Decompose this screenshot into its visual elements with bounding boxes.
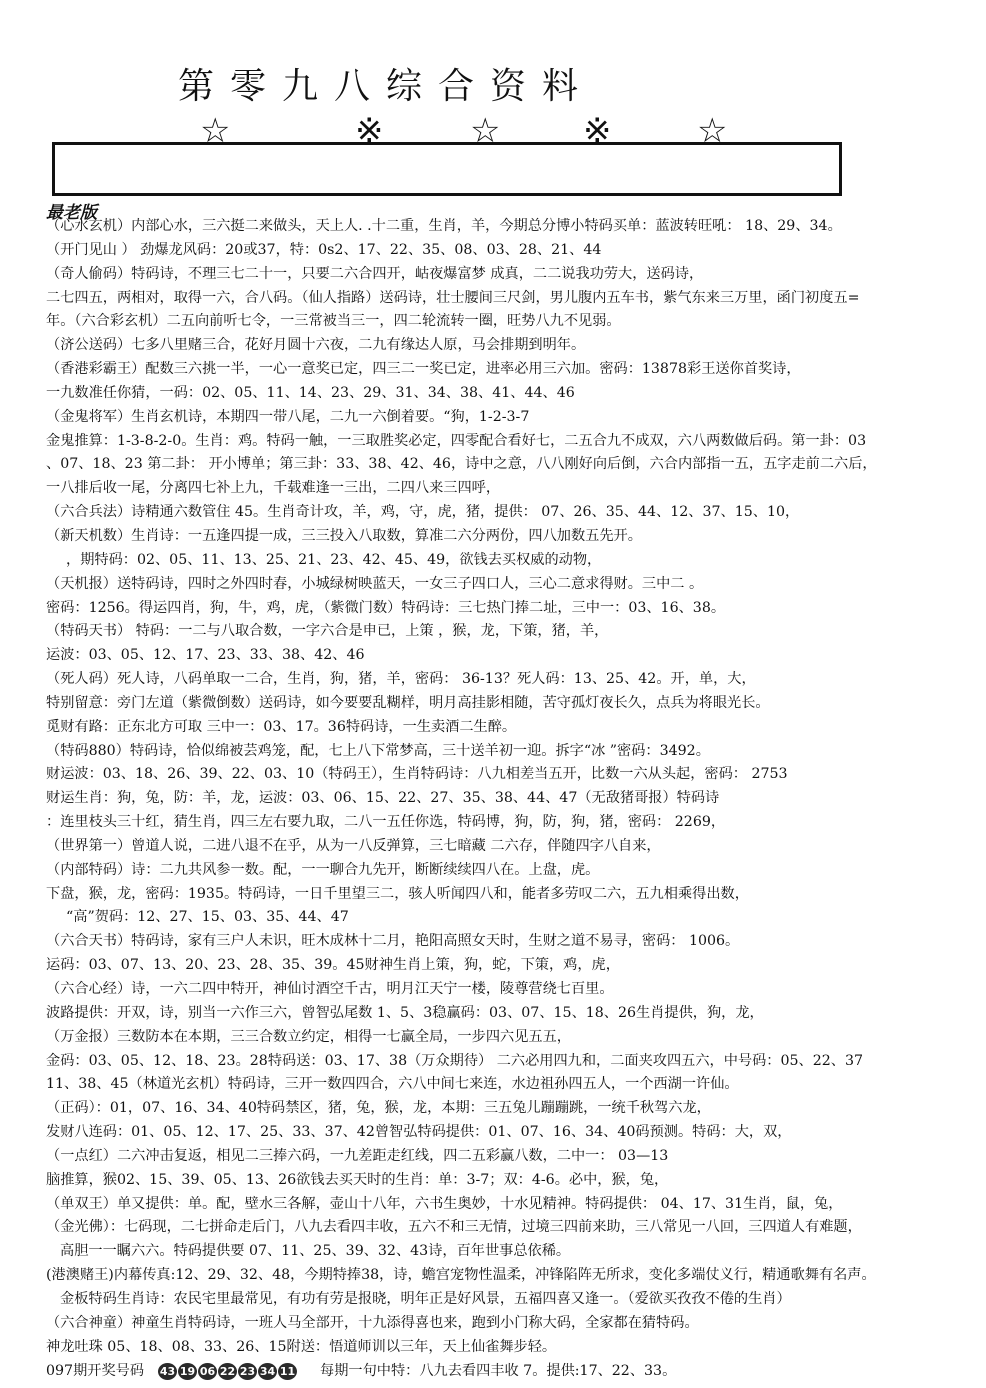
content-line: （济公送码）七多八里赌三合，花好月圆十六夜，二九有缘达人原，马会排期到明年。: [46, 337, 586, 354]
content-body: [46, 215, 976, 1383]
content-line: 一九数准任你猜，一码：02、05、11、14、23、29、31、34、38、41、44、46: [46, 384, 575, 401]
number-ball: 06: [199, 1364, 216, 1378]
page-title: 第零九八综合资料: [178, 66, 595, 107]
content-line: （内部特码）诗：二九共风参一数。配，一一聊合九先开，断断续续四八在。上盘，虎。: [46, 861, 600, 878]
content-line: （心水玄机）内部心水，三六挺二来做头，天上人. .十二重，生肖，羊，今期总分博小特码买单：蓝波转旺吼： 18、29、34。: [46, 218, 842, 234]
draw-label: 097期开奖号码: [46, 1362, 145, 1379]
content-line: 神龙吐珠 05、18、08、33、26、15附送：悟道师训以三年，天上仙雀舞步轻。: [46, 1338, 557, 1355]
content-line: 二七四五，两相对，取得一六，合八码。（仙人指路）送码诗，壮士腰间三尺剑，男儿腹内五车书，紫气东来三万里，函门初度五=: [46, 289, 860, 306]
draw-results-line: [46, 1360, 976, 1384]
content-line: 金板特码生肖诗：农民宅里最常见，有功有劳是报晓，明年正是好风景，五福四喜又逢一。（爱欲买孜孜不倦的生肖）: [60, 1290, 791, 1307]
star-icon: ☆: [697, 111, 728, 151]
content-line: （世界第一）曾道人说，二进八退不在乎，从为一八反弹算，三七暗藏 二六存，伴随四字八自来，: [46, 837, 661, 854]
content-line: 财运波：03、18、26、39、22、03、10（特码王），生肖特码诗：八九相差当五开，比数一六从头起，密码： 2753: [46, 766, 788, 783]
draw-tail-text: 每期一句中特：八九去看四丰收 7。提供:17、22、33。: [320, 1362, 677, 1379]
content-line: 下盘，猴，龙，密码：1935。特码诗，一日千里望三二，骇人听闻四八和，能者多劳叹二六，五九相乘得出数，: [46, 885, 749, 902]
content-line: 波路提供：开双，诗，别当一六作三六，曾智弘尾数 1、5、3稳赢码：03、07、15、18、26生肖提供，狗，龙，: [46, 1004, 764, 1021]
content-line: (港澳赌王)内幕传真:12、29、32、48，今期特捧38，诗，蟾宫宠物性温柔，冲锋陷阵无所求，变化多端仗义行，精通歌舞有名声。: [46, 1267, 876, 1284]
content-line: （天机报）送特码诗，四时之外四时春，小城绿树映蓝天，一女三子四口人，三心二意求得财。三中二 。: [46, 575, 704, 592]
number-ball: 34: [259, 1364, 276, 1378]
content-line: ，期特码：02、05、11、13、25、21、23、42、45、49，欲钱去买权威的动物，: [66, 551, 602, 568]
content-line: “高”贺码：12、27、15、03、35、44、47: [66, 909, 349, 926]
content-line: （死人码）死人诗，八码单取一二合，生肖，狗，猪，羊，密码： 36-13？死人码：13、25、42。开，单，大，: [46, 671, 756, 688]
header-frame: [52, 142, 842, 196]
content-line: （六合神童）神童生肖特码诗，一班人马全部开，十九添得喜也来，跑到小门称大码，全家都在猜特码。: [46, 1314, 699, 1331]
content-line: （六合天书）特码诗，家有三户人未识，旺木成林十二月，艳阳高照女天时，生财之道不易寻，密码： 1006。: [46, 933, 740, 950]
content-line: 、07、18、23 第二卦： 开小博单；第三卦：33、38、42、46，诗中之意，八八刚好向后倒，六合内部指一五，五字走前二六后，: [46, 456, 877, 473]
content-line: （新天机数）生肖诗：一五逢四提一成，三三投入八取数，算准二六分两份，四八加数五先开。: [46, 527, 642, 544]
content-line: （金鬼将军）生肖玄机诗，本期四一带八尾，二九一六倒着要。“狗，1-2-3-7: [46, 408, 530, 425]
content-line: （开门见山 ） 劲爆龙风码：20或37，特：0s2、17、22、35、08、03、28、21、44: [46, 241, 602, 258]
number-ball: 19: [179, 1364, 196, 1378]
reference-mark-icon: ※: [583, 111, 612, 151]
number-ball: 11: [279, 1364, 296, 1378]
content-line: （六合心经）诗，一六二四中特开，神仙讨酒空千古，明月江天宁一楼，陵尊营绕七百里。: [46, 981, 614, 997]
content-line: （正码）：01，07、16、34、40特码禁区，猪，兔，猴，龙，本期：三五兔儿蹦蹦跳，一统千秋驾六龙，: [46, 1100, 711, 1117]
content-line: 运码：03、07、13、20、23、28、35、39。45财神生肖上策，狗，蛇，下策，鸡，虎，: [46, 957, 620, 974]
content-line: 年。（六合彩玄机）二五向前听七令，一三常被当三一，四二轮流转一圈，旺势八九不见弱。: [46, 313, 621, 330]
content-line: 密码：1256。得运四肖，狗，牛，鸡，虎，（紫微门数）特码诗：三七热门捧二址，三中一：03、16、38。: [46, 599, 726, 616]
number-ball: 23: [239, 1364, 256, 1378]
content-line: 高胆一一瞩六六。特码提供要 07、11、25、39、32、43诗，百年世事总依稀。: [60, 1243, 571, 1260]
content-line: （香港彩霸王）配数三六挑一半，一心一意奖已定，四三二一奖已定，进率必用三六加。密码：13878彩王送你首奖诗，: [46, 361, 801, 378]
content-line: （六合兵法）诗精通六数管住 45。生肖奇计攻，羊，鸡，守，虎，猪，提供： 07、26、35、44、12、37、15、10，: [46, 504, 800, 521]
content-line: 发财八连码：01、05、12、17、25、33、37、42曾智弘特码提供：01、07、16、34、40码预测。特码：大，双，: [46, 1124, 792, 1141]
content-line: 一八排后收一尾，分离四七补上九，千载难逢一三出，二四八来三四呼，: [46, 480, 501, 497]
content-line: （金光佛）：七码现，二七拼命走后门，八九去看四丰收，五六不和三无情，过境三四前来助，三八常见一八回，三四道人有难题，: [46, 1219, 862, 1236]
edition-label: 最老版: [46, 203, 97, 223]
content-line: （一点红）二六冲击复返，相见二三捧六码，一九差距走红线，四二五彩赢八数，二中一： 03—13: [46, 1147, 669, 1164]
star-icon: ☆: [200, 111, 231, 151]
content-line: （特码天书） 特码：一二与八取合数，一字六合是申已，上策 ，猴，龙，下策，猪，羊，: [46, 623, 609, 640]
content-line: 11、38、45（林道光玄机）特码诗，三开一数四四合，六八中间七来连，水边祖孙四五人，一个西湖一许仙。: [46, 1076, 739, 1093]
content-line: 金码：03、05、12、18、23。28特码送：03、17、38（万众期待） 二六必用四九和，二面夹攻四五六，中号码：05、22、37: [46, 1052, 864, 1069]
content-line: （奇人偷码）特码诗，不理三七二十一，只要二六合四开，岵夜爆富梦 成真，二二说我功劳大，送码诗，: [46, 265, 704, 282]
content-line: 运波：03、05、12、17、23、33、38、42、46: [46, 647, 365, 664]
content-line: 觅财有路：正东北方可取 三中一：03、17。36特码诗，一生卖酒二生醉。: [46, 718, 517, 735]
content-line: 特别留意：旁门左道（紫微倒数）送码诗，如今要要乱糊样，明月高挂影相随，苦守孤灯夜长久，点兵为将眼光长。: [46, 694, 770, 711]
content-line: （特码880）特码诗，恰似绵被芸鸡笼，配，七上八下常梦高，三十送羊初一迎。拆字“冰 ”密码：3492。: [46, 742, 710, 759]
content-line: 财运生肖：狗，兔，防：羊，龙，运波：03、06、15、22、27、35、38、44、47（无敌猪哥报）特码诗: [46, 790, 720, 807]
content-line: （万金报）三数防本在本期，三三合数立约定，相得一七赢全局，一步四六见五五，: [46, 1028, 571, 1045]
reference-mark-icon: ※: [355, 111, 384, 151]
content-line: 金鬼推算：1-3-8-2-0。生肖：鸡。特码一触，一三取胜奖必定，四零配合看好七，二五合九不成双，六八两数做后码。第一卦：03: [46, 432, 867, 449]
content-line: （单双王）单又提供：单。配，壁水三各解，壶山十八年，六书生奥妙，十水见精神。特码提供： 04、17、31生肖，鼠，兔，: [46, 1195, 843, 1212]
winning-number-balls: [158, 1363, 298, 1380]
content-line: ：连里枝头三十红，猜生肖，四三左右要九取，二八一五任你选，特码博，狗，防，狗，猪，密码： 2269，: [46, 814, 726, 831]
content-line: 脑推算，猴02、15、39、05、13、26欲钱去买天时的生肖：单：3-7；双：4-6。必中，猴，兔，: [46, 1171, 669, 1188]
number-ball: 22: [219, 1364, 236, 1378]
number-ball: 43: [159, 1364, 176, 1378]
star-icon: ☆: [470, 111, 501, 151]
